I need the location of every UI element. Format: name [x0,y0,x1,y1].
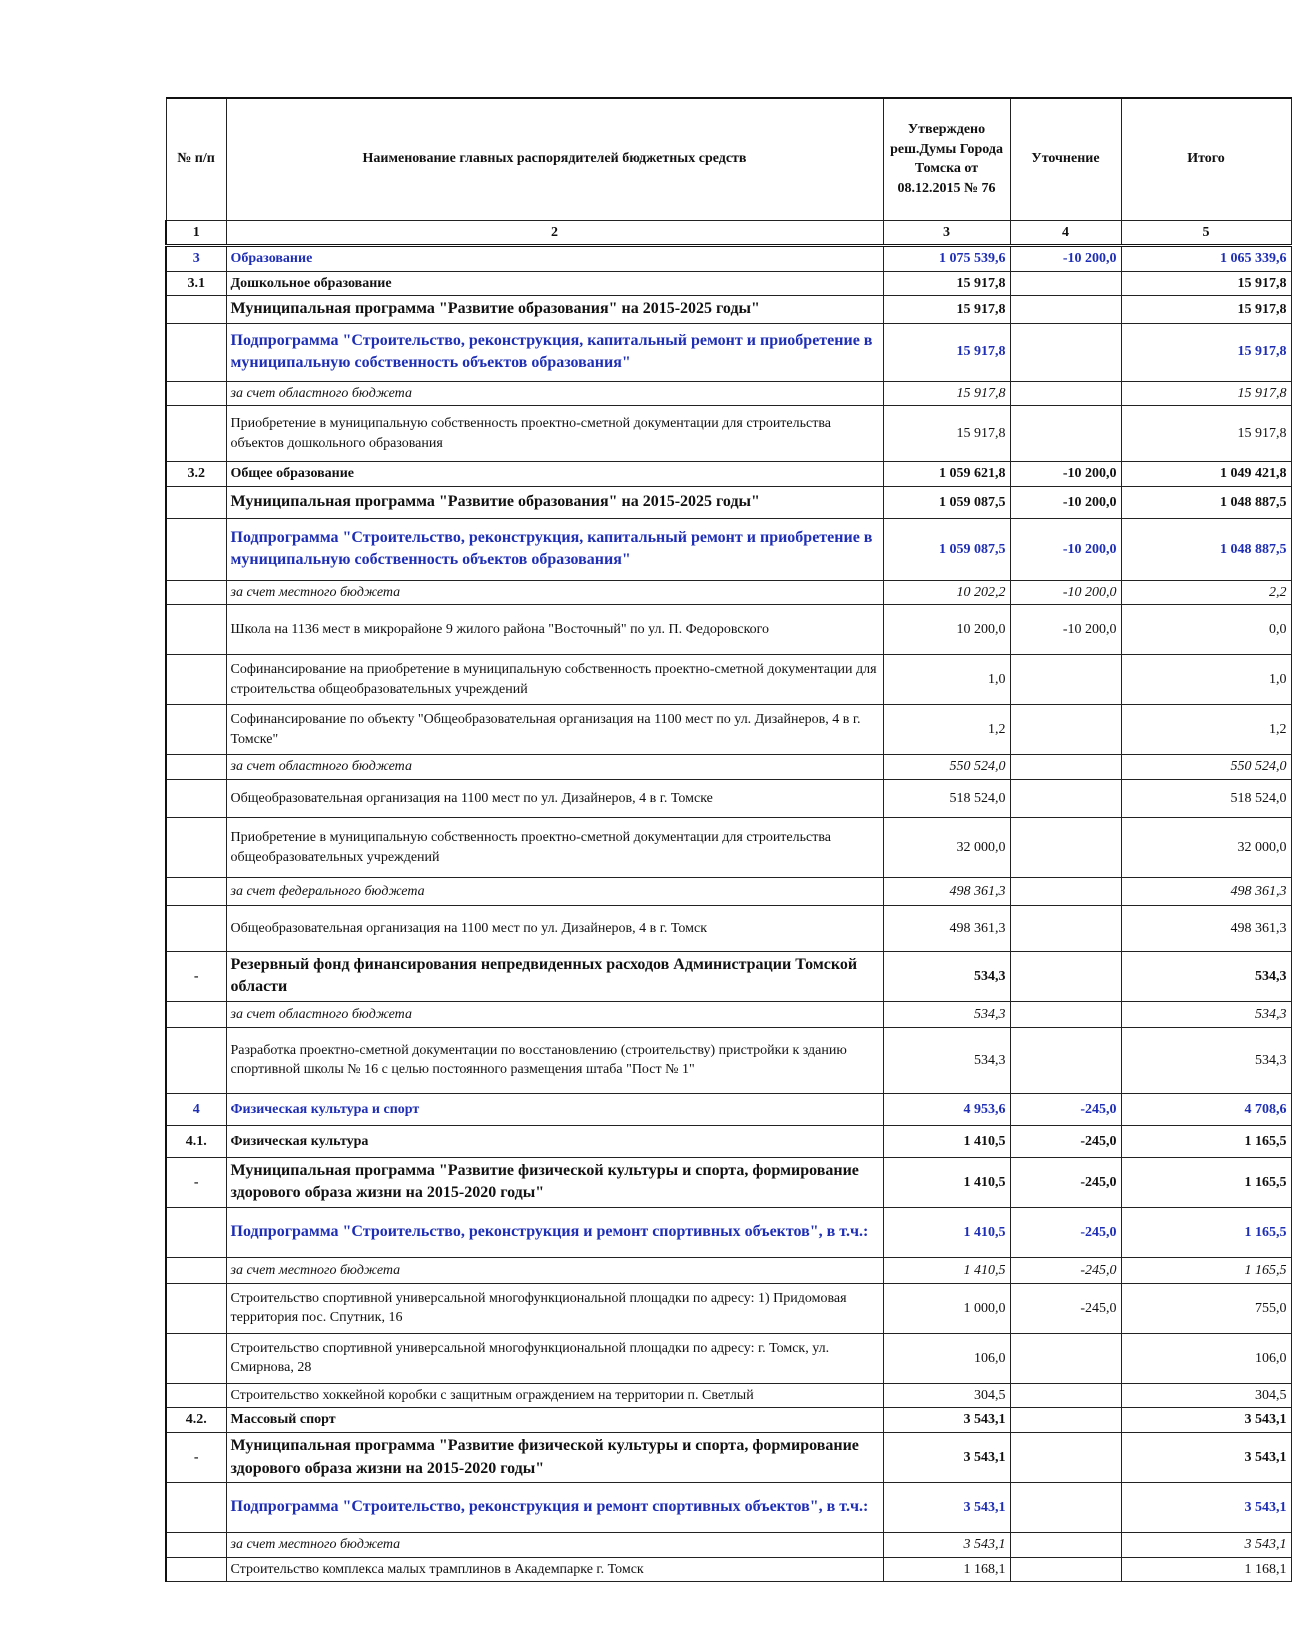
row-change: -245,0 [1010,1125,1121,1157]
row-num [166,1383,226,1408]
row-approved: 1,0 [883,655,1010,705]
budget-table-sheet [165,97,1287,1582]
table-row [166,1027,1291,1093]
table-row [166,1408,1291,1433]
row-approved: 304,5 [883,1383,1010,1408]
row-total: 534,3 [1121,1001,1291,1027]
row-change: -10 200,0 [1010,518,1121,580]
row-name: за счет федерального бюджета [226,878,883,906]
row-num [166,818,226,878]
table-row [166,1557,1291,1582]
row-approved: 15 917,8 [883,406,1010,462]
table-row [166,246,1291,272]
row-approved: 1,2 [883,705,1010,755]
row-num [166,1557,226,1582]
row-name: Разработка проектно-сметной документации по восстановлению (строительству) пристройки к зданию спортивной школы № 16 с целью постоянного размещения штаба "Пост № 1" [226,1027,883,1093]
row-name: Дошкольное образование [226,271,883,296]
header-num: № п/п [166,98,226,220]
table-row [166,518,1291,580]
row-approved: 3 543,1 [883,1433,1010,1483]
row-total: 304,5 [1121,1383,1291,1408]
row-name: за счет областного бюджета [226,755,883,780]
row-name: за счет областного бюджета [226,1001,883,1027]
row-change [1010,705,1121,755]
row-approved: 534,3 [883,1027,1010,1093]
row-name: Муниципальная программа "Развитие образования" на 2015-2025 годы" [226,296,883,323]
table-row [166,1257,1291,1283]
row-num [166,381,226,406]
row-num [166,406,226,462]
row-name: Подпрограмма "Строительство, реконструкция, капитальный ремонт и приобретение в муниципальную собственность объектов образования" [226,518,883,580]
row-num: 4.1. [166,1125,226,1157]
row-num [166,323,226,381]
row-total: 15 917,8 [1121,381,1291,406]
budget-table [165,97,1292,1582]
table-row [166,818,1291,878]
table-row [166,1093,1291,1125]
row-total: 0,0 [1121,605,1291,655]
row-total: 4 708,6 [1121,1093,1291,1125]
column-number: 5 [1121,220,1291,246]
row-change [1010,406,1121,462]
row-change [1010,1001,1121,1027]
row-name: Физическая культура и спорт [226,1093,883,1125]
row-num [166,486,226,518]
row-change [1010,1333,1121,1383]
row-approved: 1 410,5 [883,1157,1010,1207]
table-row [166,406,1291,462]
table-row [166,1157,1291,1207]
row-change [1010,323,1121,381]
row-change [1010,271,1121,296]
row-total: 3 543,1 [1121,1408,1291,1433]
column-number: 4 [1010,220,1121,246]
row-change [1010,878,1121,906]
column-number: 1 [166,220,226,246]
table-row [166,1283,1291,1333]
row-total: 15 917,8 [1121,323,1291,381]
row-num [166,605,226,655]
row-name: Строительство спортивной универсальной многофункциональной площадки по адресу: 1) Придомовая территория пос. Спутник, 16 [226,1283,883,1333]
row-num [166,518,226,580]
row-change: -10 200,0 [1010,580,1121,605]
row-total: 534,3 [1121,952,1291,1002]
row-name: Приобретение в муниципальную собственность проектно-сметной документации для строительства объектов дошкольного образования [226,406,883,462]
row-change [1010,1483,1121,1533]
row-num [166,705,226,755]
table-row [166,906,1291,952]
row-approved: 32 000,0 [883,818,1010,878]
row-total: 534,3 [1121,1027,1291,1093]
row-name: за счет местного бюджета [226,1257,883,1283]
row-approved: 15 917,8 [883,381,1010,406]
row-change: -245,0 [1010,1157,1121,1207]
table-row [166,780,1291,818]
row-num: 3.2 [166,462,226,487]
row-change [1010,755,1121,780]
row-num [166,906,226,952]
row-total: 550 524,0 [1121,755,1291,780]
row-name: Приобретение в муниципальную собственность проектно-сметной документации для строительства общеобразовательных учреждений [226,818,883,878]
row-num [166,1027,226,1093]
row-approved: 1 000,0 [883,1283,1010,1333]
row-approved: 534,3 [883,952,1010,1002]
row-total: 1 048 887,5 [1121,486,1291,518]
row-name: Подпрограмма "Строительство, реконструкция, капитальный ремонт и приобретение в муниципальную собственность объектов образования" [226,323,883,381]
table-row [166,1433,1291,1483]
row-name: Подпрограмма "Строительство, реконструкция и ремонт спортивных объектов", в т.ч.: [226,1483,883,1533]
row-approved: 518 524,0 [883,780,1010,818]
row-num [166,1283,226,1333]
row-approved: 1 075 539,6 [883,246,1010,272]
row-change [1010,1557,1121,1582]
row-approved: 3 543,1 [883,1483,1010,1533]
row-approved: 10 200,0 [883,605,1010,655]
table-row [166,605,1291,655]
row-name: Физическая культура [226,1125,883,1157]
row-num [166,1257,226,1283]
table-row [166,1483,1291,1533]
row-total: 1 065 339,6 [1121,246,1291,272]
row-name: Подпрограмма "Строительство, реконструкция и ремонт спортивных объектов", в т.ч.: [226,1207,883,1257]
row-change [1010,1433,1121,1483]
table-row [166,580,1291,605]
row-total: 1 048 887,5 [1121,518,1291,580]
row-total: 1 165,5 [1121,1207,1291,1257]
row-change: -245,0 [1010,1257,1121,1283]
row-change: -10 200,0 [1010,605,1121,655]
row-approved: 1 410,5 [883,1207,1010,1257]
row-approved: 1 410,5 [883,1257,1010,1283]
table-row [166,462,1291,487]
row-total: 1,0 [1121,655,1291,705]
row-change [1010,1027,1121,1093]
row-name: Образование [226,246,883,272]
row-name: Строительство хоккейной коробки с защитным ограждением на территории п. Светлый [226,1383,883,1408]
table-row [166,705,1291,755]
row-change: -10 200,0 [1010,462,1121,487]
row-total: 1 168,1 [1121,1557,1291,1582]
row-change [1010,906,1121,952]
table-row [166,1333,1291,1383]
row-total: 498 361,3 [1121,878,1291,906]
row-approved: 1 410,5 [883,1125,1010,1157]
row-change [1010,381,1121,406]
row-total: 32 000,0 [1121,818,1291,878]
row-approved: 3 543,1 [883,1533,1010,1558]
row-approved: 106,0 [883,1333,1010,1383]
table-row [166,952,1291,1002]
row-total: 3 543,1 [1121,1483,1291,1533]
row-total: 518 524,0 [1121,780,1291,818]
row-total: 2,2 [1121,580,1291,605]
row-total: 106,0 [1121,1333,1291,1383]
row-approved: 1 059 087,5 [883,518,1010,580]
table-row [166,1383,1291,1408]
header-change: Уточнение [1010,98,1121,220]
table-row [166,271,1291,296]
column-number: 3 [883,220,1010,246]
row-num: - [166,1157,226,1207]
row-name: Общее образование [226,462,883,487]
table-row [166,1125,1291,1157]
row-name: Резервный фонд финансирования непредвиденных расходов Администрации Томской области [226,952,883,1002]
row-num [166,655,226,705]
row-total: 1,2 [1121,705,1291,755]
row-name: Школа на 1136 мест в микрорайоне 9 жилого района "Восточный" по ул. П. Федоровского [226,605,883,655]
row-approved: 15 917,8 [883,296,1010,323]
row-num: 4.2. [166,1408,226,1433]
row-approved: 498 361,3 [883,906,1010,952]
row-total: 1 165,5 [1121,1157,1291,1207]
row-name: Муниципальная программа "Развитие физической культуры и спорта, формирование здорового образа жизни на 2015-2020 годы" [226,1157,883,1207]
table-row [166,323,1291,381]
row-num [166,296,226,323]
row-change [1010,1533,1121,1558]
row-change [1010,1408,1121,1433]
row-name: за счет местного бюджета [226,580,883,605]
row-name: Муниципальная программа "Развитие физической культуры и спорта, формирование здорового образа жизни на 2015-2020 годы" [226,1433,883,1483]
row-name: Массовый спорт [226,1408,883,1433]
row-approved: 498 361,3 [883,878,1010,906]
row-num: 3 [166,246,226,272]
row-approved: 1 059 621,8 [883,462,1010,487]
row-name: Строительство комплекса малых трамплинов в Академпарке г. Томск [226,1557,883,1582]
row-total: 3 543,1 [1121,1433,1291,1483]
row-num: - [166,952,226,1002]
row-num [166,780,226,818]
row-num [166,1483,226,1533]
row-change: -245,0 [1010,1283,1121,1333]
table-row [166,878,1291,906]
table-row [166,655,1291,705]
table-row [166,1207,1291,1257]
table-row [166,486,1291,518]
row-num [166,1207,226,1257]
row-change: -10 200,0 [1010,246,1121,272]
row-approved: 15 917,8 [883,271,1010,296]
row-total: 3 543,1 [1121,1533,1291,1558]
row-approved: 534,3 [883,1001,1010,1027]
row-approved: 15 917,8 [883,323,1010,381]
header-total: Итого [1121,98,1291,220]
row-change [1010,655,1121,705]
row-total: 498 361,3 [1121,906,1291,952]
table-row [166,1533,1291,1558]
row-total: 755,0 [1121,1283,1291,1333]
row-approved: 3 543,1 [883,1408,1010,1433]
row-name: Муниципальная программа "Развитие образования" на 2015-2025 годы" [226,486,883,518]
table-row [166,1001,1291,1027]
row-num: - [166,1433,226,1483]
row-num [166,1001,226,1027]
row-change: -10 200,0 [1010,486,1121,518]
table-row [166,381,1291,406]
row-total: 15 917,8 [1121,406,1291,462]
row-change [1010,952,1121,1002]
table-row [166,755,1291,780]
row-change: -245,0 [1010,1093,1121,1125]
row-num [166,1333,226,1383]
row-name: Софинансирование по объекту "Общеобразовательная организация на 1100 мест по ул. Дизайнеров, 4 в г. Томске" [226,705,883,755]
row-name: Софинансирование на приобретение в муниципальную собственность проектно-сметной документации для строительства общеобразовательных учреждений [226,655,883,705]
row-approved: 1 168,1 [883,1557,1010,1582]
row-name: за счет местного бюджета [226,1533,883,1558]
row-total: 1 165,5 [1121,1257,1291,1283]
row-num [166,580,226,605]
row-num: 3.1 [166,271,226,296]
row-num [166,878,226,906]
row-change [1010,780,1121,818]
row-total: 15 917,8 [1121,271,1291,296]
row-approved: 4 953,6 [883,1093,1010,1125]
column-number: 2 [226,220,883,246]
row-num: 4 [166,1093,226,1125]
row-total: 1 165,5 [1121,1125,1291,1157]
row-change [1010,818,1121,878]
table-row [166,296,1291,323]
row-num [166,755,226,780]
row-name: Общеобразовательная организация на 1100 мест по ул. Дизайнеров, 4 в г. Томске [226,780,883,818]
row-approved: 10 202,2 [883,580,1010,605]
row-change [1010,296,1121,323]
row-approved: 550 524,0 [883,755,1010,780]
row-name: Строительство спортивной универсальной многофункциональной площадки по адресу: г. Томск, ул. Смирнова, 28 [226,1333,883,1383]
row-change [1010,1383,1121,1408]
row-num [166,1533,226,1558]
row-change: -245,0 [1010,1207,1121,1257]
row-approved: 1 059 087,5 [883,486,1010,518]
row-total: 1 049 421,8 [1121,462,1291,487]
row-total: 15 917,8 [1121,296,1291,323]
header-approved: Утверждено реш.Думы Города Томска от 08.12.2015 № 76 [883,98,1010,220]
row-name: за счет областного бюджета [226,381,883,406]
row-name: Общеобразовательная организация на 1100 мест по ул. Дизайнеров, 4 в г. Томск [226,906,883,952]
header-name: Наименование главных распорядителей бюджетных средств [226,98,883,220]
